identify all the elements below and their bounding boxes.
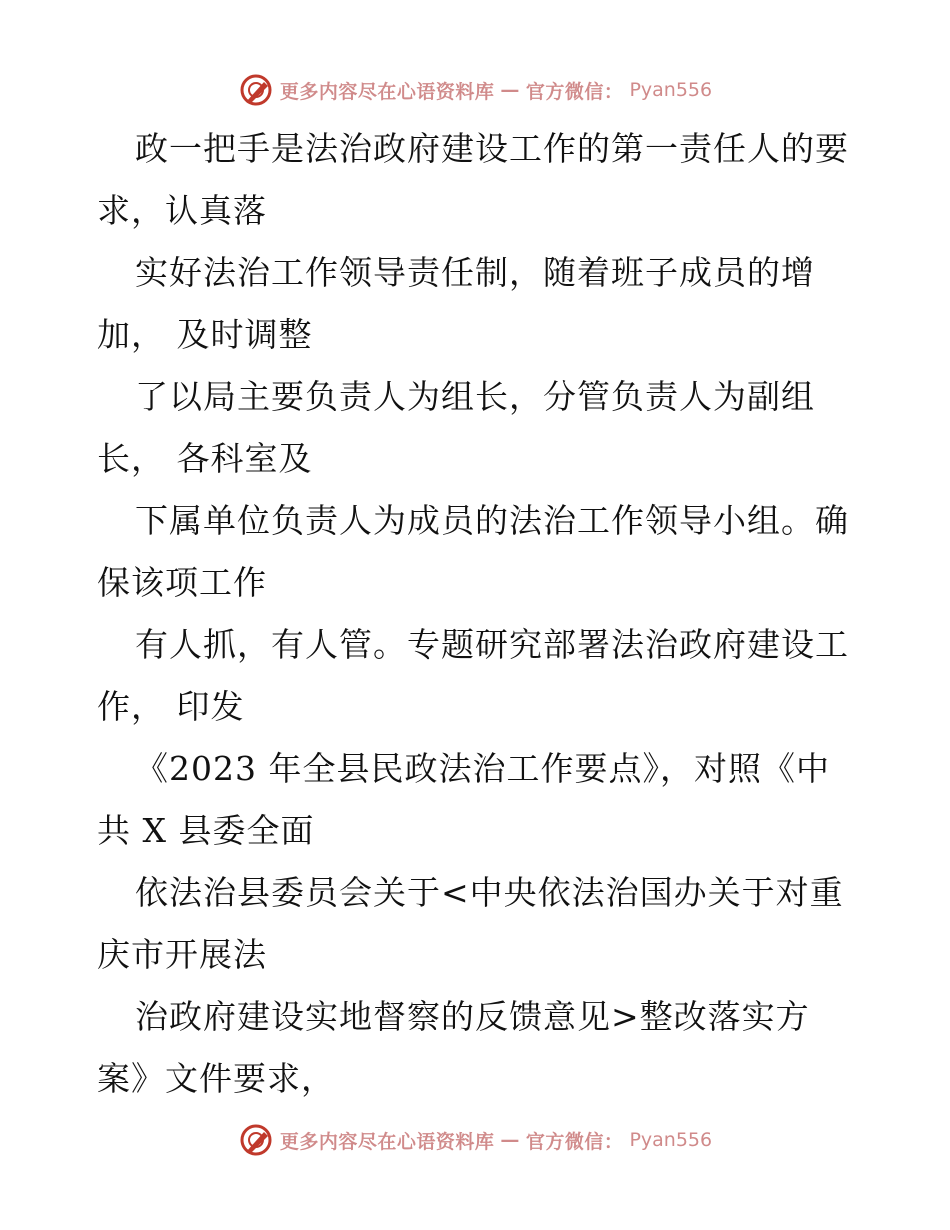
- line-second: 加， 及时调整: [97, 315, 313, 354]
- paragraph-line: [97, 614, 857, 738]
- header-watermark: [0, 70, 950, 110]
- watermark-wechat-id: Pyan556: [629, 79, 713, 101]
- line-first: 治政府建设实地督察的反馈意见>整改落实方: [135, 997, 810, 1036]
- watermark-wechat-id: Pyan556: [629, 1129, 713, 1151]
- watermark-text: 更多内容尽在心语资料库: [279, 80, 495, 103]
- line-first: 下属单位负责人为成员的法治工作领导小组。确: [135, 501, 849, 540]
- pen-circle-logo-icon: [238, 72, 274, 108]
- paragraph-line: [97, 366, 857, 490]
- paragraph-line: [97, 490, 857, 614]
- paragraph-line: [97, 738, 857, 862]
- paragraph-line: [97, 862, 857, 986]
- watermark-dash: —: [500, 79, 520, 101]
- line-second: 庆市开展法: [97, 935, 267, 974]
- line-first: 政一把手是法治政府建设工作的第一责任人的要: [135, 129, 849, 168]
- line-second: 保该项工作: [97, 563, 267, 602]
- line-first: 《2023 年全县民政法治工作要点》，对照《中: [135, 749, 830, 788]
- watermark-label: 官方微信：: [525, 1130, 624, 1153]
- line-first: 了以局主要负责人为组长，分管负责人为副组: [135, 377, 815, 416]
- watermark-text: 更多内容尽在心语资料库: [279, 1130, 495, 1153]
- pen-circle-logo-icon: [238, 1122, 274, 1158]
- line-second: 共 X 县委全面: [97, 811, 315, 850]
- line-second: 长， 各科室及: [97, 439, 313, 478]
- paragraph-line: [97, 242, 857, 366]
- watermark-dash: —: [500, 1129, 520, 1151]
- line-second: 案》文件要求，: [97, 1059, 335, 1098]
- line-first: 实好法治工作领导责任制，随着班子成员的增: [135, 253, 815, 292]
- document-body: [97, 118, 857, 1110]
- paragraph-line: [97, 986, 857, 1110]
- footer-watermark: [0, 1120, 950, 1160]
- watermark-label: 官方微信：: [525, 80, 624, 103]
- line-first: 依法治县委员会关于<中央依法治国办关于对重: [135, 873, 844, 912]
- line-first: 有人抓，有人管。专题研究部署法治政府建设工: [135, 625, 849, 664]
- paragraph-line: [97, 118, 857, 242]
- line-second: 作， 印发: [97, 687, 245, 726]
- line-second: 求，认真落: [97, 191, 267, 230]
